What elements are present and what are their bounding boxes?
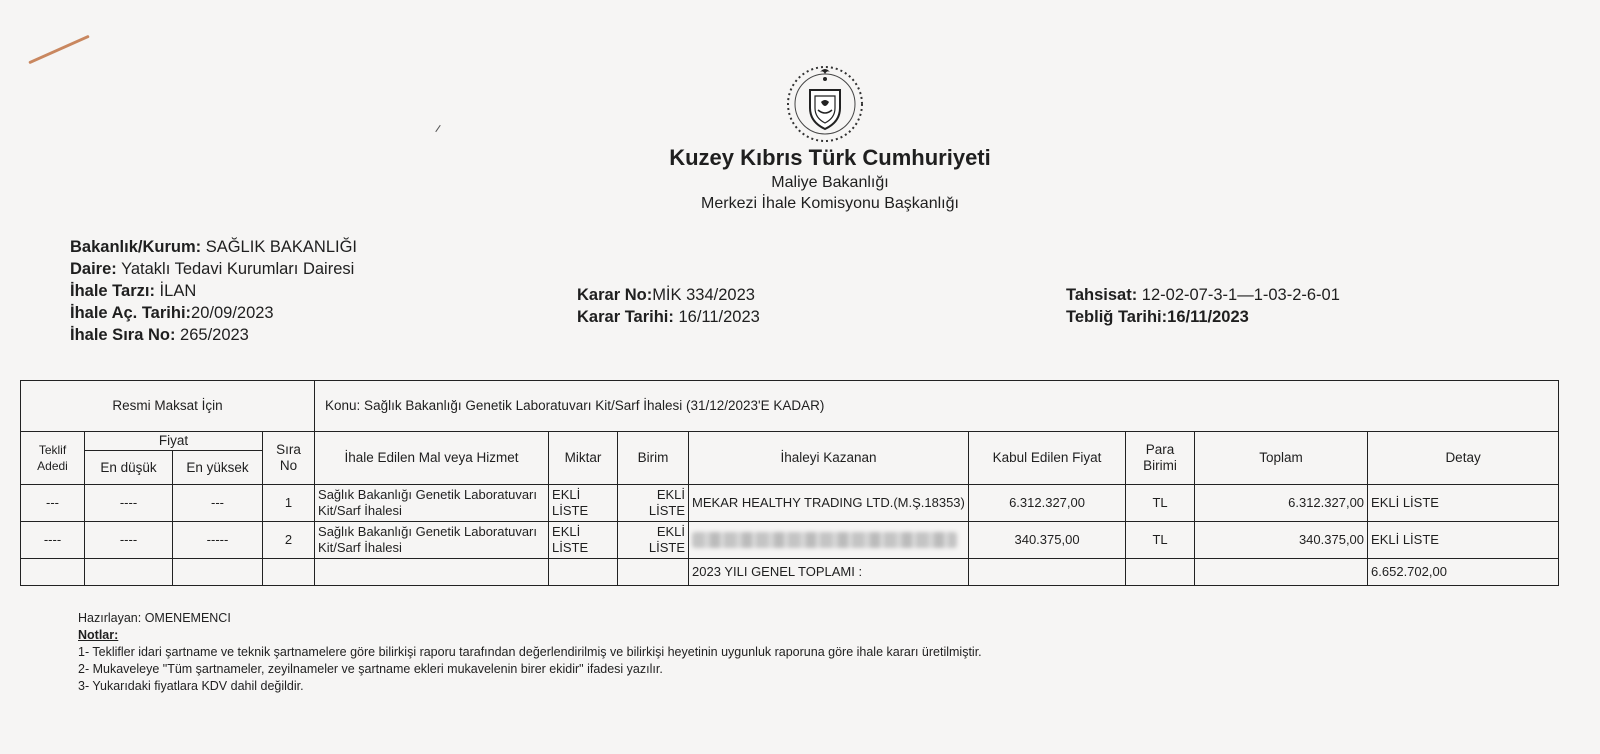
allocation-info	[1066, 284, 1340, 328]
notification-value: 16/11/2023	[1167, 308, 1249, 326]
ministry-name: Maliye Bakanlığı	[771, 174, 889, 191]
allocation-label: Tahsisat:	[1066, 286, 1138, 304]
header-accepted-price: Kabul Edilen Fiyat	[969, 432, 1126, 485]
decision-date-row	[577, 306, 760, 328]
row-winner-redacted	[689, 522, 969, 559]
institution-label: Bakanlık/Kurum:	[70, 238, 202, 256]
row-item: Sağlık Bakanlığı Genetik Laboratuvarı Kit/Sarf İhalesi	[315, 485, 549, 522]
department-label: Daire:	[70, 260, 117, 278]
notification-label: Tebliğ Tarihi:	[1066, 308, 1168, 326]
header-quantity: Miktar	[549, 432, 618, 485]
decision-date-value: 16/11/2023	[673, 308, 760, 326]
allocation-row	[1066, 284, 1340, 306]
decision-info	[577, 284, 760, 328]
opening-date-label: İhale Aç. Tarihi:	[70, 304, 192, 322]
empty-cell	[85, 559, 173, 586]
empty-cell	[263, 559, 315, 586]
header-order-no: Sıra No	[263, 432, 315, 485]
empty-cell	[549, 559, 618, 586]
header-price: Fiyat	[85, 432, 263, 451]
allocation-value: 12-02-07-3-1—1-03-2-6-01	[1137, 286, 1340, 304]
tender-type-row	[70, 280, 357, 302]
empty-cell	[969, 559, 1126, 586]
row-order-no: 2	[263, 522, 315, 559]
department-row	[70, 258, 357, 280]
empty-cell	[173, 559, 263, 586]
official-use-cell: Resmi Maksat İçin	[21, 381, 315, 432]
row-total: 340.375,00	[1195, 522, 1368, 559]
institution-value: SAĞLIK BAKANLIĞI	[201, 238, 358, 256]
commission-name: Merkezi İhale Komisyonu Başkanlığı	[701, 195, 959, 212]
tender-no-row	[70, 324, 357, 346]
row-accepted-price: 6.312.327,00	[969, 485, 1126, 522]
decision-date-label: Karar Tarihi:	[577, 308, 674, 326]
table-title-row	[21, 381, 1559, 432]
row-total: 6.312.327,00	[1195, 485, 1368, 522]
row-currency: TL	[1126, 485, 1195, 522]
note-item: 1- Teklifler idari şartname ve teknik şartnamelere göre bilirkişi raporu tarafından değerlendirilmiş ve bilirkişi heyetinin uygunluk raporuna göre ihale kararı üretilmiştir.	[78, 645, 982, 659]
redacted-name	[692, 532, 957, 548]
note-item: 3- Yukarıdaki fiyatlara KDV dahil değildir.	[78, 679, 304, 693]
decision-no-label: Karar No:	[577, 286, 653, 304]
decision-no-row	[577, 284, 760, 306]
pen-mark	[28, 35, 90, 65]
row-unit: EKLİ LİSTE	[618, 485, 689, 522]
empty-cell	[1195, 559, 1368, 586]
tender-type-value: İLAN	[154, 282, 197, 300]
header-unit: Birim	[618, 432, 689, 485]
header-total: Toplam	[1195, 432, 1368, 485]
row-accepted-price: 340.375,00	[969, 522, 1126, 559]
empty-cell	[315, 559, 549, 586]
tender-no-label: İhale Sıra No:	[70, 326, 176, 344]
row-lowest: ----	[85, 522, 173, 559]
row-quantity: EKLİ LİSTE	[549, 485, 618, 522]
document-header	[560, 144, 1100, 214]
header-offer-count: Teklif Adedi	[21, 432, 85, 485]
row-currency: TL	[1126, 522, 1195, 559]
row-order-no: 1	[263, 485, 315, 522]
notification-row	[1066, 306, 1340, 328]
table-row-1	[21, 485, 1559, 522]
row-item: Sağlık Bakanlığı Genetik Laboratuvarı Kit/Sarf İhalesi	[315, 522, 549, 559]
grand-total-value: 6.652.702,00	[1368, 559, 1559, 586]
row-offer-count: ----	[21, 522, 85, 559]
tender-type-label: İhale Tarzı:	[70, 282, 155, 300]
notes-title: Notlar:	[78, 628, 119, 642]
row-winner: MEKAR HEALTHY TRADING LTD.(M.Ş.18353)	[689, 485, 969, 522]
row-unit: EKLİ LİSTE	[618, 522, 689, 559]
country-title: Kuzey Kıbrıs Türk Cumhuriyeti	[669, 145, 991, 170]
department-value: Yataklı Tedavi Kurumları Dairesi	[116, 260, 355, 278]
table-row-2	[21, 522, 1559, 559]
header-item: İhale Edilen Mal veya Hizmet	[315, 432, 549, 485]
empty-cell	[618, 559, 689, 586]
row-quantity: EKLİ LİSTE	[549, 522, 618, 559]
empty-cell	[21, 559, 85, 586]
header-winner: İhaleyi Kazanan	[689, 432, 969, 485]
header-row-1	[21, 432, 1559, 451]
grand-total-row	[21, 559, 1559, 586]
row-highest: -----	[173, 522, 263, 559]
note-item: 2- Mukaveleye "Tüm şartnameler, zeyilnameler ve şartname ekleri mukavelenin birer ekidir" ifadesi yazılır.	[78, 662, 663, 676]
institution-row	[70, 236, 357, 258]
grand-total-label: 2023 YILI GENEL TOPLAMI :	[689, 559, 969, 586]
subject-cell: Konu: Sağlık Bakanlığı Genetik Laboratuvarı Kit/Sarf İhalesi (31/12/2023'E KADAR)	[315, 381, 1559, 432]
empty-cell	[1126, 559, 1195, 586]
row-lowest: ----	[85, 485, 173, 522]
tender-decision-table	[20, 380, 1559, 586]
state-emblem-icon	[782, 58, 868, 144]
prepared-by: Hazırlayan: OMENEMENCI	[78, 611, 231, 625]
row-detail: EKLİ LİSTE	[1368, 485, 1559, 522]
header-detail: Detay	[1368, 432, 1559, 485]
header-currency: Para Birimi	[1126, 432, 1195, 485]
row-highest: ---	[173, 485, 263, 522]
tender-no-value: 265/2023	[175, 326, 249, 344]
stray-mark	[435, 125, 440, 132]
row-offer-count: ---	[21, 485, 85, 522]
footer-notes	[78, 610, 982, 695]
tender-info-left	[70, 236, 357, 346]
header-lowest: En düşük	[85, 451, 173, 485]
header-highest: En yüksek	[173, 451, 263, 485]
opening-date-value: 20/09/2023	[191, 304, 274, 322]
row-detail: EKLİ LİSTE	[1368, 522, 1559, 559]
decision-no-value: MİK 334/2023	[652, 286, 755, 304]
opening-date-row	[70, 302, 357, 324]
